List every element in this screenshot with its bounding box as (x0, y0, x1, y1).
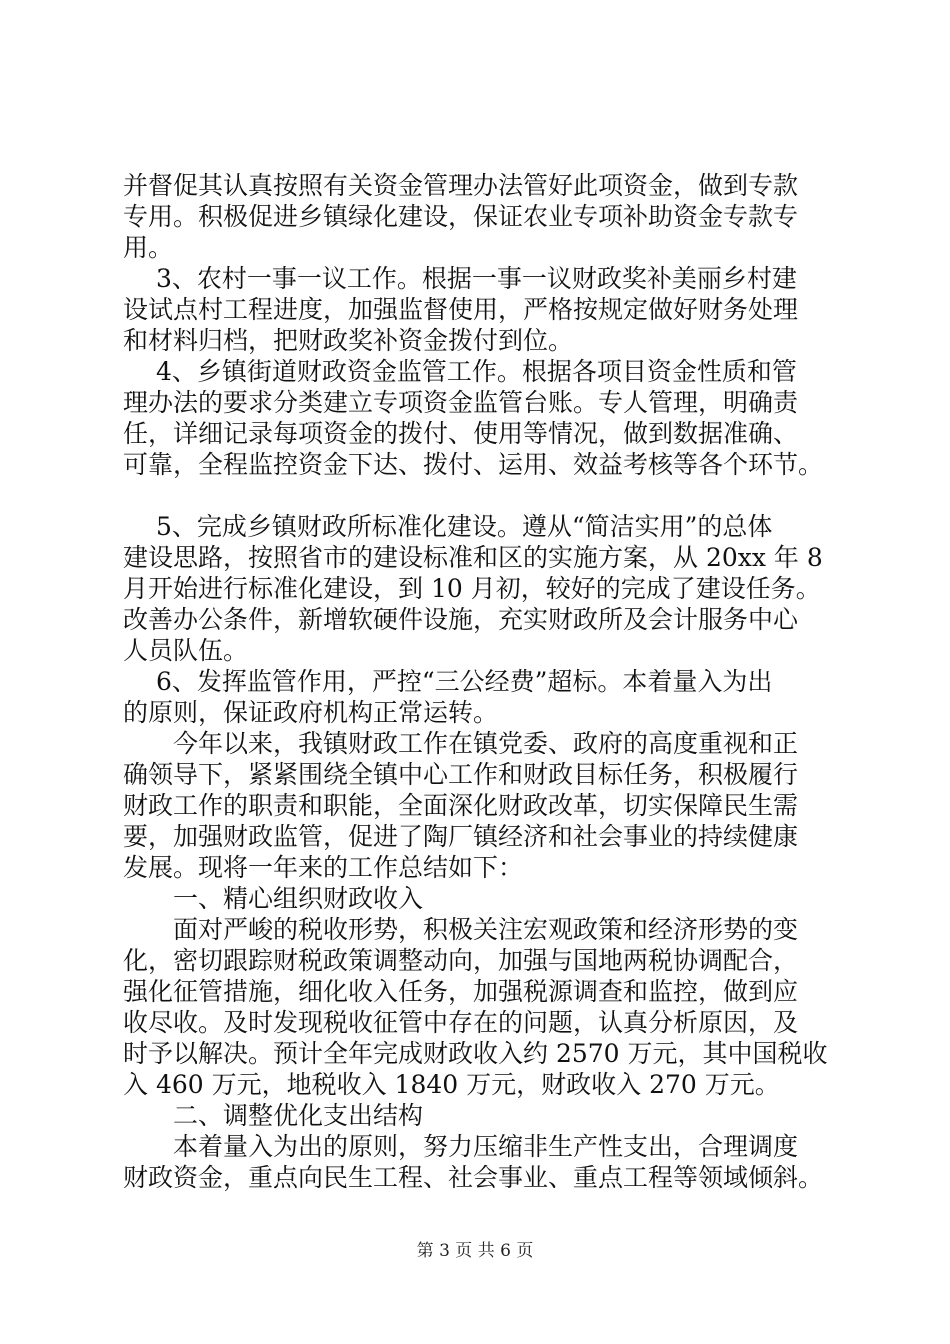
text-line: 今年以来，我镇财政工作在镇党委、政府的高度重视和正 (123, 729, 799, 758)
text-line: 理办法的要求分类建立专项资金监管台账。专人管理，明确责 (123, 388, 799, 417)
page-number-label: 第 3 页 共 6 页 (416, 1241, 534, 1261)
text-line: 可靠，全程监控资金下达、拨付、运用、效益考核等各个环节。 (123, 450, 824, 479)
text-line: 改善办公条件，新增软硬件设施，充实财政所及会计服务中心 (123, 605, 799, 634)
page-footer (0, 1240, 950, 1262)
text-line: 发展。现将一年来的工作总结如下： (123, 853, 524, 882)
section-heading: 二、调整优化支出结构 (123, 1101, 424, 1130)
text-line: 面对严峻的税收形势，积极关注宏观政策和经济形势的变 (123, 915, 799, 944)
text-line: 建设思路，按照省市的建设标准和区的实施方案，从 20xx 年 8 (123, 543, 823, 572)
blank-line (123, 480, 843, 511)
text-line: 要，加强财政监管，促进了陶厂镇经济和社会事业的持续健康 (123, 822, 799, 851)
text-line: 人员队伍。 (123, 636, 249, 665)
text-line: 的原则，保证政府机构正常运转。 (123, 698, 499, 727)
text-line: 确领导下，紧紧围绕全镇中心工作和财政目标任务，积极履行 (123, 760, 799, 789)
text-line: 强化征管措施，细化收入任务，加强税源调查和监控，做到应 (123, 977, 799, 1006)
text-line: 本着量入为出的原则，努力压缩非生产性支出，合理调度 (123, 1132, 799, 1161)
text-line: 化，密切跟踪财税政策调整动向，加强与国地两税协调配合， (123, 946, 799, 975)
text-line: 用。 (123, 233, 174, 262)
text-line: 入 460 万元，地税收入 1840 万元，财政收入 270 万元。 (123, 1070, 780, 1099)
text-line: 任，详细记录每项资金的拨付、使用等情况，做到数据准确、 (123, 419, 799, 448)
text-line: 5、完成乡镇财政所标准化建设。遵从“简洁实用”的总体 (123, 512, 773, 541)
text-line: 时予以解决。预计全年完成财政收入约 2570 万元，其中国税收 (123, 1039, 828, 1068)
text-line: 收尽收。及时发现税收征管中存在的问题，认真分析原因，及 (123, 1008, 799, 1037)
text-line: 财政工作的职责和职能，全面深化财政改革，切实保障民生需 (123, 791, 799, 820)
document-body (123, 170, 843, 1193)
text-line: 4、乡镇街道财政资金监管工作。根据各项目资金性质和管 (123, 357, 797, 386)
text-line: 财政资金，重点向民生工程、社会事业、重点工程等领域倾斜。 (123, 1163, 824, 1192)
text-line: 3、农村一事一议工作。根据一事一议财政奖补美丽乡村建 (123, 264, 797, 293)
text-line: 6、发挥监管作用，严控“三公经费”超标。本着量入为出 (123, 667, 773, 696)
text-line: 和材料归档，把财政奖补资金拨付到位。 (123, 326, 574, 355)
text-line: 并督促其认真按照有关资金管理办法管好此项资金，做到专款 (123, 171, 799, 200)
text-line: 设试点村工程进度，加强监督使用，严格按规定做好财务处理 (123, 295, 799, 324)
section-heading: 一、精心组织财政收入 (123, 884, 424, 913)
text-line: 月开始进行标准化建设，到 10 月初，较好的完成了建设任务。 (123, 574, 821, 603)
text-line: 专用。积极促进乡镇绿化建设，保证农业专项补助资金专款专 (123, 202, 799, 231)
